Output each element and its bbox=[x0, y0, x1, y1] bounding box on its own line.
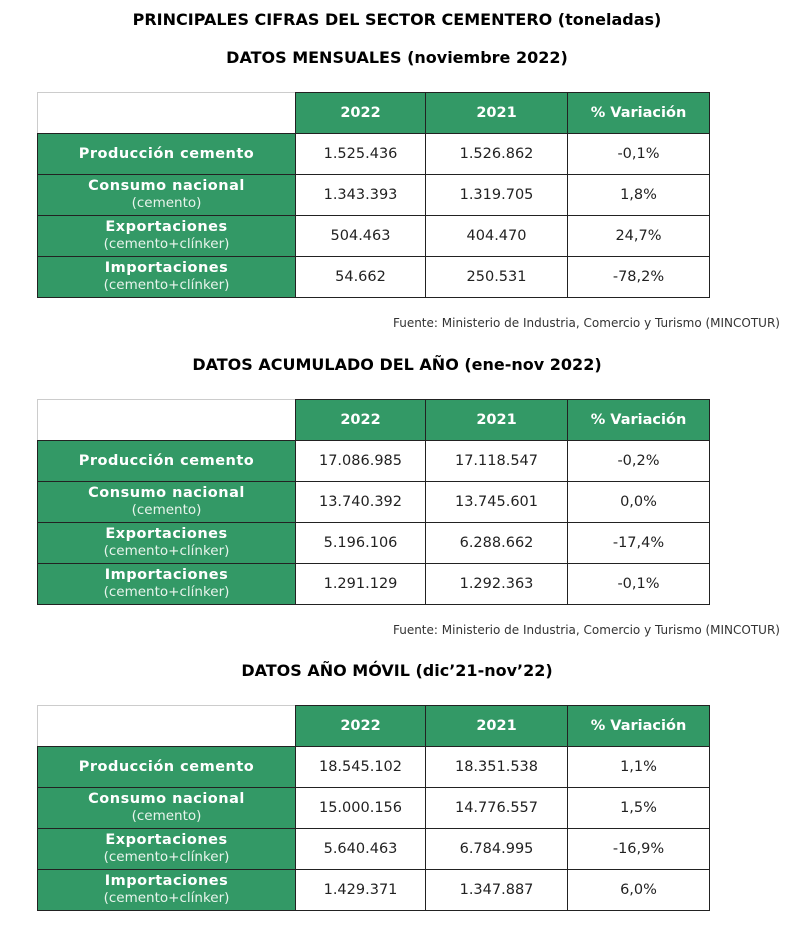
row-label-sub: (cemento+clínker) bbox=[103, 236, 230, 252]
table-cell: 1.319.705 bbox=[426, 175, 568, 216]
table-cell: -0,1% bbox=[568, 564, 710, 605]
table-row bbox=[38, 216, 710, 257]
column-header: 2022 bbox=[296, 400, 426, 441]
empty-header bbox=[38, 706, 296, 747]
column-header: 2022 bbox=[296, 93, 426, 134]
empty-header bbox=[38, 400, 296, 441]
table-row bbox=[38, 482, 710, 523]
source-note: Fuente: Ministerio de Industria, Comercio y Turismo (MINCOTUR) bbox=[392, 316, 780, 330]
table-cell: 250.531 bbox=[426, 257, 568, 298]
source-note: Fuente: Ministerio de Industria, Comercio y Turismo (MINCOTUR) bbox=[392, 623, 780, 637]
header-row bbox=[38, 706, 710, 747]
table-cell: 6,0% bbox=[568, 870, 710, 911]
row-label-main: Producción cemento bbox=[78, 452, 255, 469]
table-cell: 5.640.463 bbox=[296, 829, 426, 870]
row-label bbox=[38, 829, 296, 870]
row-label-main: Consumo nacional bbox=[88, 178, 245, 194]
table-cell: 404.470 bbox=[426, 216, 568, 257]
row-label-main: Producción cemento bbox=[78, 758, 255, 775]
column-header: % Variación bbox=[568, 400, 710, 441]
section-title: DATOS MENSUALES (noviembre 2022) bbox=[226, 48, 568, 67]
table-cell: 17.086.985 bbox=[296, 441, 426, 482]
row-label-sub: (cemento+clínker) bbox=[103, 543, 230, 559]
column-header: 2021 bbox=[426, 400, 568, 441]
table-cell: 1,5% bbox=[568, 788, 710, 829]
header-row bbox=[38, 400, 710, 441]
table-cell: 15.000.156 bbox=[296, 788, 426, 829]
empty-header bbox=[38, 93, 296, 134]
table-row bbox=[38, 564, 710, 605]
table-row bbox=[38, 747, 710, 788]
column-header: % Variación bbox=[568, 93, 710, 134]
table-row bbox=[38, 523, 710, 564]
row-label-sub: (cemento) bbox=[131, 502, 202, 518]
row-label-main: Consumo nacional bbox=[88, 791, 245, 807]
section-title: DATOS ACUMULADO DEL AÑO (ene-nov 2022) bbox=[192, 355, 602, 374]
table-cell: 504.463 bbox=[296, 216, 426, 257]
row-label-main: Importaciones bbox=[104, 260, 229, 276]
row-label bbox=[38, 441, 296, 482]
row-label bbox=[38, 257, 296, 298]
row-label-sub: (cemento+clínker) bbox=[103, 277, 230, 293]
row-label bbox=[38, 523, 296, 564]
row-label bbox=[38, 175, 296, 216]
row-label-main: Importaciones bbox=[104, 567, 229, 583]
table-cell: 18.351.538 bbox=[426, 747, 568, 788]
table-cell: 1,8% bbox=[568, 175, 710, 216]
table-row bbox=[38, 175, 710, 216]
row-label-main: Consumo nacional bbox=[88, 485, 245, 501]
table-cell: 54.662 bbox=[296, 257, 426, 298]
data-table bbox=[37, 705, 710, 911]
row-label bbox=[38, 788, 296, 829]
column-header: 2022 bbox=[296, 706, 426, 747]
table-cell: -0,1% bbox=[568, 134, 710, 175]
row-label-main: Exportaciones bbox=[105, 526, 228, 542]
table-row bbox=[38, 829, 710, 870]
header-row bbox=[38, 93, 710, 134]
table-cell: 1.291.129 bbox=[296, 564, 426, 605]
row-label-sub: (cemento+clínker) bbox=[103, 849, 230, 865]
table-cell: 1.343.393 bbox=[296, 175, 426, 216]
table-cell: -0,2% bbox=[568, 441, 710, 482]
table-cell: 0,0% bbox=[568, 482, 710, 523]
column-header: % Variación bbox=[568, 706, 710, 747]
page-title: PRINCIPALES CIFRAS DEL SECTOR CEMENTERO (toneladas) bbox=[132, 10, 662, 29]
table-cell: -17,4% bbox=[568, 523, 710, 564]
table-row bbox=[38, 134, 710, 175]
table-cell: 14.776.557 bbox=[426, 788, 568, 829]
table-row bbox=[38, 257, 710, 298]
section-title: DATOS AÑO MÓVIL (dic’21-nov’22) bbox=[241, 661, 553, 680]
data-table bbox=[37, 399, 710, 605]
table-cell: 6.288.662 bbox=[426, 523, 568, 564]
data-table bbox=[37, 92, 710, 298]
table-cell: 18.545.102 bbox=[296, 747, 426, 788]
table-cell: 24,7% bbox=[568, 216, 710, 257]
row-label-sub: (cemento+clínker) bbox=[103, 890, 230, 906]
table-cell: 5.196.106 bbox=[296, 523, 426, 564]
table-cell: 1.429.371 bbox=[296, 870, 426, 911]
row-label bbox=[38, 482, 296, 523]
table-cell: 1,1% bbox=[568, 747, 710, 788]
table-cell: -78,2% bbox=[568, 257, 710, 298]
table-cell: 13.745.601 bbox=[426, 482, 568, 523]
table-row bbox=[38, 788, 710, 829]
row-label-main: Importaciones bbox=[104, 873, 229, 889]
table-cell: 1.526.862 bbox=[426, 134, 568, 175]
row-label bbox=[38, 134, 296, 175]
table-cell: 1.292.363 bbox=[426, 564, 568, 605]
column-header: 2021 bbox=[426, 706, 568, 747]
table-row bbox=[38, 870, 710, 911]
table-cell: 13.740.392 bbox=[296, 482, 426, 523]
column-header: 2021 bbox=[426, 93, 568, 134]
row-label-main: Exportaciones bbox=[105, 219, 228, 235]
table-cell: 1.347.887 bbox=[426, 870, 568, 911]
row-label-sub: (cemento) bbox=[131, 195, 202, 211]
table-cell: -16,9% bbox=[568, 829, 710, 870]
row-label-sub: (cemento+clínker) bbox=[103, 584, 230, 600]
table-cell: 1.525.436 bbox=[296, 134, 426, 175]
table-row bbox=[38, 441, 710, 482]
table-cell: 17.118.547 bbox=[426, 441, 568, 482]
row-label-sub: (cemento) bbox=[131, 808, 202, 824]
row-label bbox=[38, 216, 296, 257]
table-cell: 6.784.995 bbox=[426, 829, 568, 870]
row-label-main: Exportaciones bbox=[105, 832, 228, 848]
row-label bbox=[38, 747, 296, 788]
row-label bbox=[38, 870, 296, 911]
row-label bbox=[38, 564, 296, 605]
row-label-main: Producción cemento bbox=[78, 145, 255, 162]
